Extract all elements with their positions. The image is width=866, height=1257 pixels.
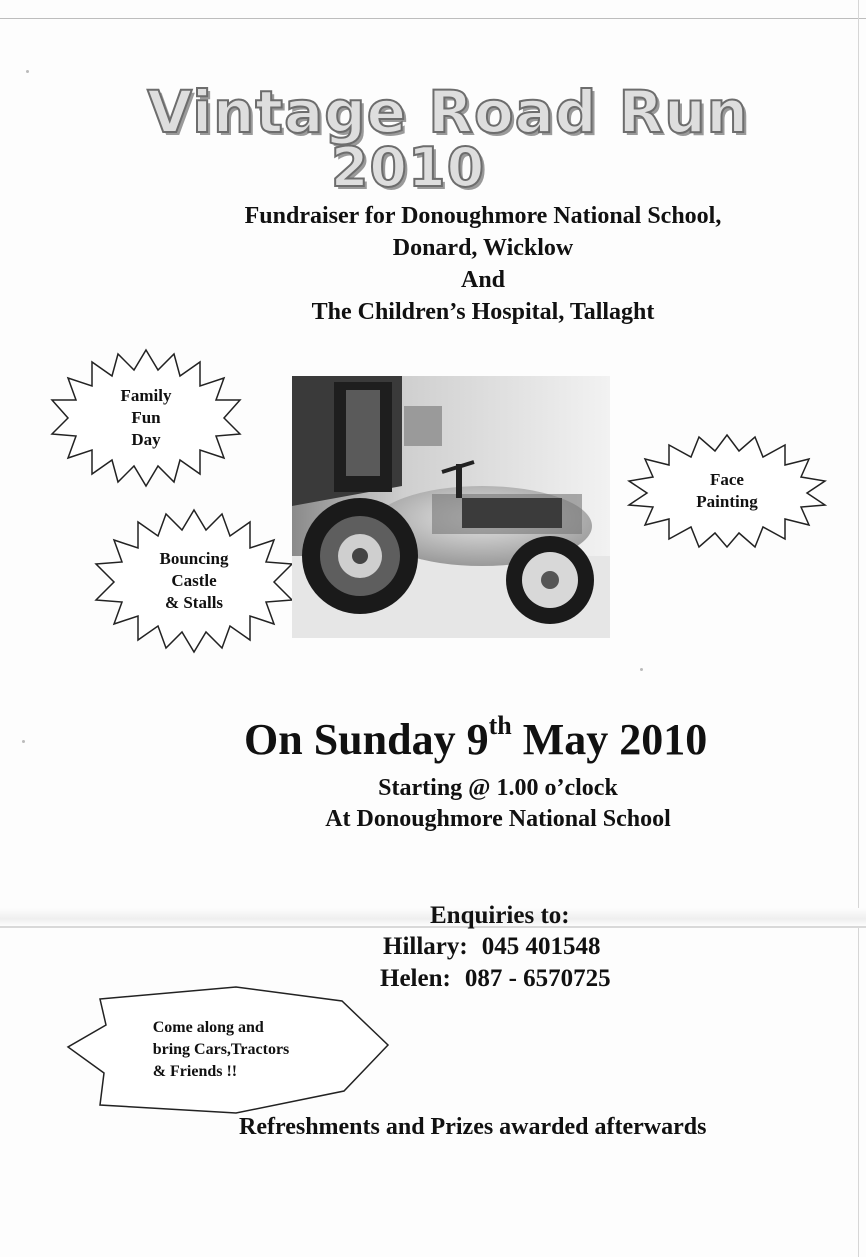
family-fun-day-burst — [48, 348, 244, 488]
face-painting-burst — [625, 433, 829, 549]
burst-line: Day — [131, 430, 161, 449]
tractor-photo — [292, 376, 610, 638]
scan-speck — [22, 740, 25, 743]
title-vintage-road-run: Vintage Road Run — [147, 78, 749, 146]
bouncing-castle-burst — [92, 508, 296, 654]
date-ordinal: th — [488, 711, 512, 740]
enquiries-heading: Enquiries to: — [430, 902, 570, 929]
burst-line: Bouncing — [159, 549, 229, 568]
come-along-burst — [66, 985, 392, 1115]
burst-line: Family — [120, 386, 172, 405]
burst-line: Face — [710, 470, 744, 489]
event-date — [244, 694, 804, 772]
contact-hillary — [383, 931, 600, 963]
refreshments-note: Refreshments and Prizes awarded afterwards — [239, 1114, 707, 1140]
contact-name: Helen: — [380, 965, 451, 992]
contact-name: Hillary: — [383, 933, 468, 960]
start-location: At Donoughmore National School — [325, 806, 671, 832]
contact-phone: 045 401548 — [481, 933, 601, 960]
scan-speck — [640, 668, 643, 671]
tractor-illustration — [292, 376, 610, 638]
burst-line: Castle — [171, 571, 217, 590]
date-suffix: May 2010 — [522, 715, 708, 764]
date-prefix: On Sunday 9 — [244, 715, 489, 764]
burst-line: Painting — [696, 492, 758, 511]
burst-line: & Friends !! — [152, 1063, 238, 1080]
subtitle-line: Donard, Wicklow — [392, 235, 574, 261]
subtitle-line: And — [460, 267, 506, 293]
burst-line: Come along and — [152, 1019, 264, 1036]
burst-line: bring Cars,Tractors — [152, 1041, 290, 1058]
contact-phone: 087 - 6570725 — [464, 965, 611, 992]
contact-helen — [380, 963, 611, 995]
scan-speck — [26, 70, 29, 73]
scan-edge-top — [0, 18, 866, 19]
title-year: 2010 — [330, 136, 486, 199]
subtitle-line: Fundraiser for Donoughmore National School, — [244, 203, 722, 229]
burst-line: Fun — [131, 408, 161, 427]
subtitle-line: The Children’s Hospital, Tallaght — [311, 299, 655, 325]
start-time: Starting @ 1.00 o’clock — [378, 775, 618, 801]
burst-line: & Stalls — [164, 593, 224, 612]
